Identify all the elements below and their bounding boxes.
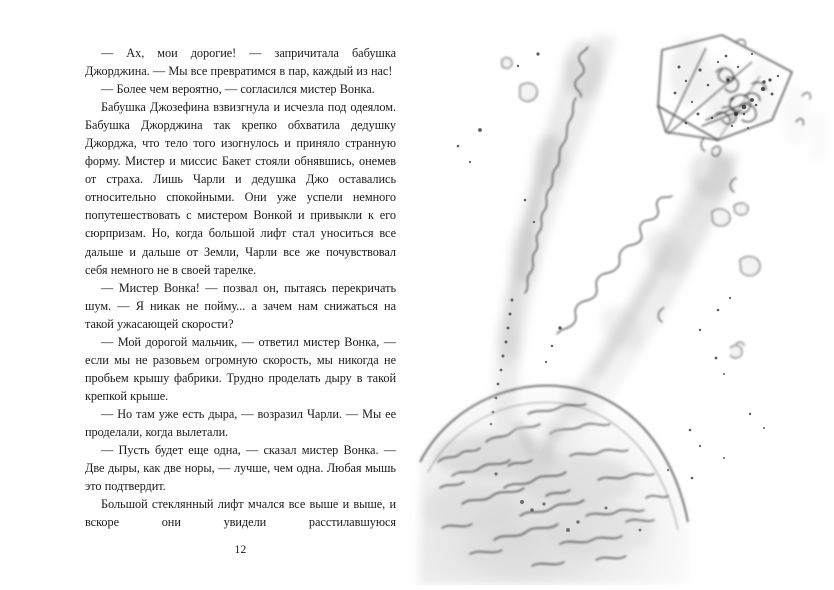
page-number: 12 bbox=[234, 544, 247, 556]
paragraph: — Мистер Вонка! — позвал он, пытаясь перекричать шум. — Я никак не пойму... а зачем нам снижаться на такой ужасающей скорости? bbox=[85, 280, 396, 331]
paragraph: — Пусть будет еще одна, — сказал мистер Вонка. — Две дыры, как две норы, — лучше, чем одна. Любая мышь это подтвердит. bbox=[85, 443, 396, 494]
paragraph: Бабушка Джозефина взвизгнула и исчезла под одеялом. Бабушка Джорджина так крепко обхватила дедушку Джорджа, что тело того изогнулось и приняло странную форму. Мистер и миссис Бакет стояли обнявшись, онемев от страха. Лишь Чарли и дедушка Джо оставались относительно спокойными. Они уже успели немного попутешествовать с мистером Вонкой и привыкли к его сюрпризам. Но, когда большой лифт стал уноситься все дальше и дальше от Земли, Чарли все же почувствовал себя немного не в своей тарелке. bbox=[85, 100, 396, 277]
paragraph: — Ах, мои дорогие! — запричитала бабушка Джорджина. — Мы все превратимся в пар, каждый из нас! bbox=[85, 46, 396, 79]
glass-elevator-icon bbox=[658, 35, 829, 164]
earth-horizon bbox=[418, 383, 688, 585]
paragraph: — Мой дорогой мальчик, — ответил мистер Вонка, — если мы не разовьем огромную скорость, мы никогда не пробьем крышу фабрики. Трудно проделать дыру в такой крепкой крыше. bbox=[85, 334, 396, 403]
chapter-illustration bbox=[400, 10, 834, 585]
paragraph: Большой стеклянный лифт мчался все выше и выше, и вскоре они увидели расстилавшуюся bbox=[85, 497, 396, 530]
paragraph: — Но там уже есть дыра, — возразил Чарли. — Мы ее проделали, когда вылетали. bbox=[85, 406, 396, 439]
body-text-column bbox=[85, 44, 396, 531]
paragraph: — Более чем вероятно, — согласился мистер Вонка. bbox=[101, 82, 375, 97]
